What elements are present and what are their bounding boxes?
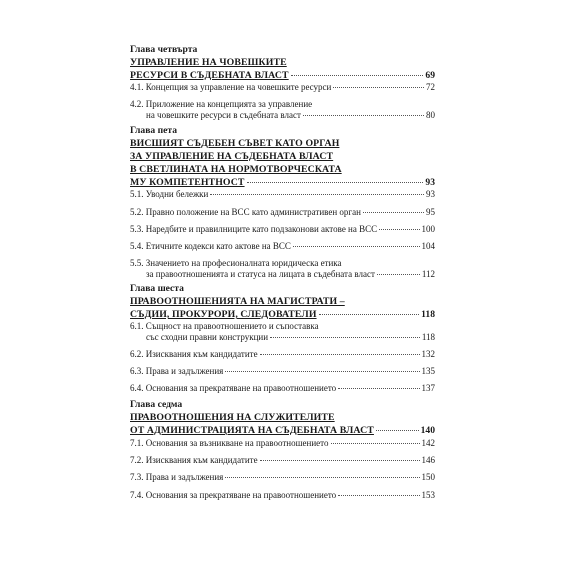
toc-entry: [130, 383, 435, 394]
section-title: 5.5. Значението на професионалната юридическа етика: [130, 258, 342, 268]
section-title: 5.1. Уводни бележки: [130, 189, 209, 199]
toc-entry: [130, 349, 435, 360]
toc-entry: [130, 82, 435, 93]
toc-entry: [130, 438, 435, 449]
toc-entry: [130, 472, 435, 483]
page-number: 146: [421, 455, 435, 465]
leader-dots: [225, 477, 419, 478]
leader-dots: [303, 115, 424, 116]
leader-dots: [376, 430, 419, 431]
section-title: 6.2. Изисквания към кандидатите: [130, 349, 258, 359]
leader-dots: [379, 229, 419, 230]
page-number: 112: [421, 269, 435, 279]
chapter-title-row: [130, 69, 435, 82]
leader-dots: [260, 460, 420, 461]
leader-dots: [338, 388, 419, 389]
chapter-label: Глава пета: [130, 125, 177, 136]
toc-entry: [130, 455, 435, 466]
page-number: 93: [425, 177, 435, 188]
leader-dots: [338, 495, 419, 496]
page-number: 93: [426, 189, 435, 199]
chapter-title-line: ВИСШИЯТ СЪДЕБЕН СЪВЕТ КАТО ОРГАН: [130, 138, 340, 149]
section-title: 6.4. Основания за прекратяване на правоотношението: [130, 383, 337, 393]
page-number: 80: [426, 110, 435, 120]
chapter-label: Глава шеста: [130, 283, 184, 294]
toc-entry: [130, 224, 435, 235]
page-number: 72: [426, 82, 435, 92]
chapter-title-line: ПРАВООТНОШЕНИЯ НА СЛУЖИТЕЛИТЕ: [130, 412, 335, 423]
toc-entry: [130, 366, 435, 377]
section-title-cont: на човешките ресурси в съдебната власт: [146, 110, 301, 120]
chapter-title-line: УПРАВЛЕНИЕ НА ЧОВЕШКИТЕ: [130, 57, 287, 68]
section-title: 5.4. Етичните кодекси като актове на ВСС: [130, 241, 291, 251]
chapter-title-row: [130, 308, 435, 321]
leader-dots: [319, 314, 420, 315]
section-title: 7.3. Права и задължения: [130, 472, 224, 482]
leader-dots: [377, 274, 420, 275]
toc-entry: [130, 321, 435, 343]
section-title: 4.2. Приложение на концепцията за управление: [130, 99, 313, 109]
leader-dots: [270, 337, 420, 338]
toc-entry: [130, 99, 435, 121]
toc-entry: [130, 207, 435, 218]
chapter-title-row: [130, 176, 435, 189]
section-title: 4.1. Концепция за управление на човешките ресурси: [130, 82, 332, 92]
chapter-label: Глава седма: [130, 399, 183, 410]
section-title-cont: за правоотношенията и статуса на лицата в съдебната власт: [146, 269, 375, 279]
page-number: 69: [425, 70, 435, 81]
leader-dots: [293, 246, 420, 247]
page-number: 137: [421, 383, 435, 393]
chapter-title-line: ЗА УПРАВЛЕНИЕ НА СЪДЕБНАТА ВЛАСТ: [130, 151, 334, 162]
chapter-label: Глава четвърта: [130, 44, 198, 55]
section-title-cont: със сходни правни конструкции: [146, 332, 269, 342]
chapter-4: [130, 44, 435, 82]
chapter-title-line: ОТ АДМИНИСТРАЦИЯТА НА СЪДЕБНАТА ВЛАСТ: [130, 425, 374, 436]
section-title: 6.3. Права и задължения: [130, 366, 224, 376]
page-number: 132: [421, 349, 435, 359]
chapter-title-line: МУ КОМПЕТЕНТНОСТ: [130, 177, 245, 188]
leader-dots: [225, 371, 419, 372]
page-number: 150: [421, 472, 435, 482]
page-number: 100: [421, 224, 435, 234]
toc-entry: [130, 258, 435, 280]
chapter-title-line: ПРАВООТНОШЕНИЯТА НА МАГИСТРАТИ –: [130, 296, 345, 307]
page-number: 104: [421, 241, 435, 251]
page-number: 118: [421, 309, 435, 320]
chapter-7: [130, 399, 435, 437]
chapter-6: [130, 283, 435, 321]
page-number: 118: [421, 332, 435, 342]
section-title: 6.1. Същност на правоотношението и съпоставка: [130, 321, 319, 331]
chapter-title-line: РЕСУРСИ В СЪДЕБНАТА ВЛАСТ: [130, 70, 289, 81]
leader-dots: [333, 87, 424, 88]
section-title: 5.2. Правно положение на ВСС като административен орган: [130, 207, 361, 217]
leader-dots: [291, 75, 424, 76]
toc-entry: [130, 241, 435, 252]
leader-dots: [247, 182, 424, 183]
leader-dots: [363, 212, 424, 213]
page-number: 95: [426, 207, 435, 217]
section-title: 7.1. Основания за възникване на правоотношението: [130, 438, 329, 448]
chapter-5: [130, 125, 435, 189]
page-number: 153: [421, 490, 435, 500]
toc-entry: [130, 490, 435, 501]
leader-dots: [331, 443, 420, 444]
page-number: 142: [421, 438, 435, 448]
chapter-title-line: В СВЕТЛИНАТА НА НОРМОТВОРЧЕСКАТА: [130, 164, 342, 175]
section-title: 7.2. Изисквания към кандидатите: [130, 455, 258, 465]
page-number: 140: [420, 425, 435, 436]
section-title: 5.3. Наредбите и правилниците като подзаконови актове на ВСС: [130, 224, 378, 234]
page-number: 135: [421, 366, 435, 376]
chapter-title-row: [130, 424, 435, 437]
leader-dots: [210, 194, 424, 195]
leader-dots: [260, 354, 420, 355]
section-title: 7.4. Основания за прекратяване на правоотношението: [130, 490, 337, 500]
chapter-title-line: СЪДИИ, ПРОКУРОРИ, СЛЕДОВАТЕЛИ: [130, 309, 317, 320]
toc-entry: [130, 189, 435, 200]
